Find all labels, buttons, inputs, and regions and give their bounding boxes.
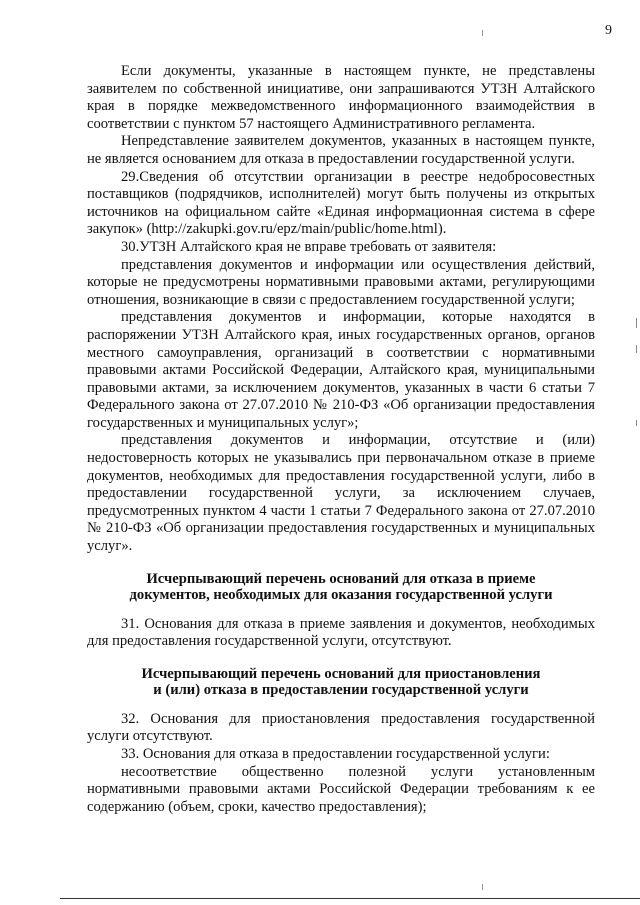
heading-line: документов, необходимых для оказания государственной услуги xyxy=(129,587,553,604)
paragraph-30: 30.УТЗН Алтайского края не вправе требовать от заявителя: xyxy=(121,238,497,255)
paragraph-29: 29.Сведения об отсутствии организации в реестре недобросовестных поставщиков (подрядчиков, исполнителей) могут быть получены из открытых источников на официальном сайте «Единая информационная система в сфере закупок» (http://zakupki.gov.ru/epz/main/public/home.html). xyxy=(87,168,595,238)
paragraph-documents-request: Если документы, указанные в настоящем пункте, не представлены заявителем по собственной инициативе, они запрашиваются УТЗН Алтайского края в порядке межведомственного информационного взаимодействия в соответствии с пунктом 57 настоящего Административного регламента. xyxy=(87,63,595,132)
page-number: 9 xyxy=(605,23,612,38)
heading-line: Исчерпывающий перечень оснований для приостановления xyxy=(141,665,541,682)
paragraph-32: 32. Основания для приостановления предоставления государственной услуги отсутствуют. xyxy=(87,710,595,745)
page-bottom-edge xyxy=(60,898,640,899)
section-heading-suspension-refusal xyxy=(87,666,595,699)
paragraph-33: 33. Основания для отказа в предоставлении государственной услуги: xyxy=(121,746,550,762)
heading-line: Исчерпывающий перечень оснований для отказа в приеме xyxy=(146,570,536,587)
page-content xyxy=(87,63,595,816)
scan-artifact xyxy=(482,30,483,36)
paragraph-31: 31. Основания для отказа в приеме заявления и документов, необходимых для предоставления государственной услуги, отсутствуют. xyxy=(87,615,595,650)
scan-artifact xyxy=(636,318,637,328)
section-heading-refusal-reception xyxy=(87,571,595,604)
scan-artifact xyxy=(482,884,483,890)
scan-artifact xyxy=(636,345,637,353)
paragraph-33-item-1: несоответствие общественно полезной услуги установленным нормативными правовыми актами Российской Федерации требованиям к ее содержанию (объем, сроки, качество предоставления); xyxy=(87,763,595,815)
paragraph-30-item-1: представления документов и информации или осуществления действий, которые не предусмотрены нормативными правовыми актами, регулирующими отношения, возникающие в связи с предоставлением государственной услуги; xyxy=(87,256,595,308)
paragraph-non-submission: Непредставление заявителем документов, указанных в настоящем пункте, не является основанием для отказа в предоставлении государственной услуги. xyxy=(87,133,595,167)
paragraph-30-item-3: представления документов и информации, отсутствие и (или) недостоверность которых не указывались при первоначальном отказе в приеме документов, необходимых для предоставления государственной услуги, либо в предоставлении государственной услуги, за исключением случаев, предусмотренных пунктом 4 части 1 статьи 7 Федерального закона от 27.07.2010 № 210-ФЗ «Об организации предоставления государственных и муниципальных услуг». xyxy=(87,432,595,555)
scan-artifact xyxy=(636,420,637,426)
heading-line: и (или) отказа в предоставлении государственной услуги xyxy=(153,682,529,699)
paragraph-30-item-2: представления документов и информации, которые находятся в распоряжении УТЗН Алтайского края, иных государственных органов, органов местного самоуправления, организаций в соответствии с нормативными правовыми актами Российской Федерации, Алтайского края, муниципальными правовыми актами, за исключением документов, указанных в части 6 статьи 7 Федерального закона от 27.07.2010 № 210-ФЗ «Об организации предоставления государственных и муниципальных услуг»; xyxy=(87,309,595,431)
